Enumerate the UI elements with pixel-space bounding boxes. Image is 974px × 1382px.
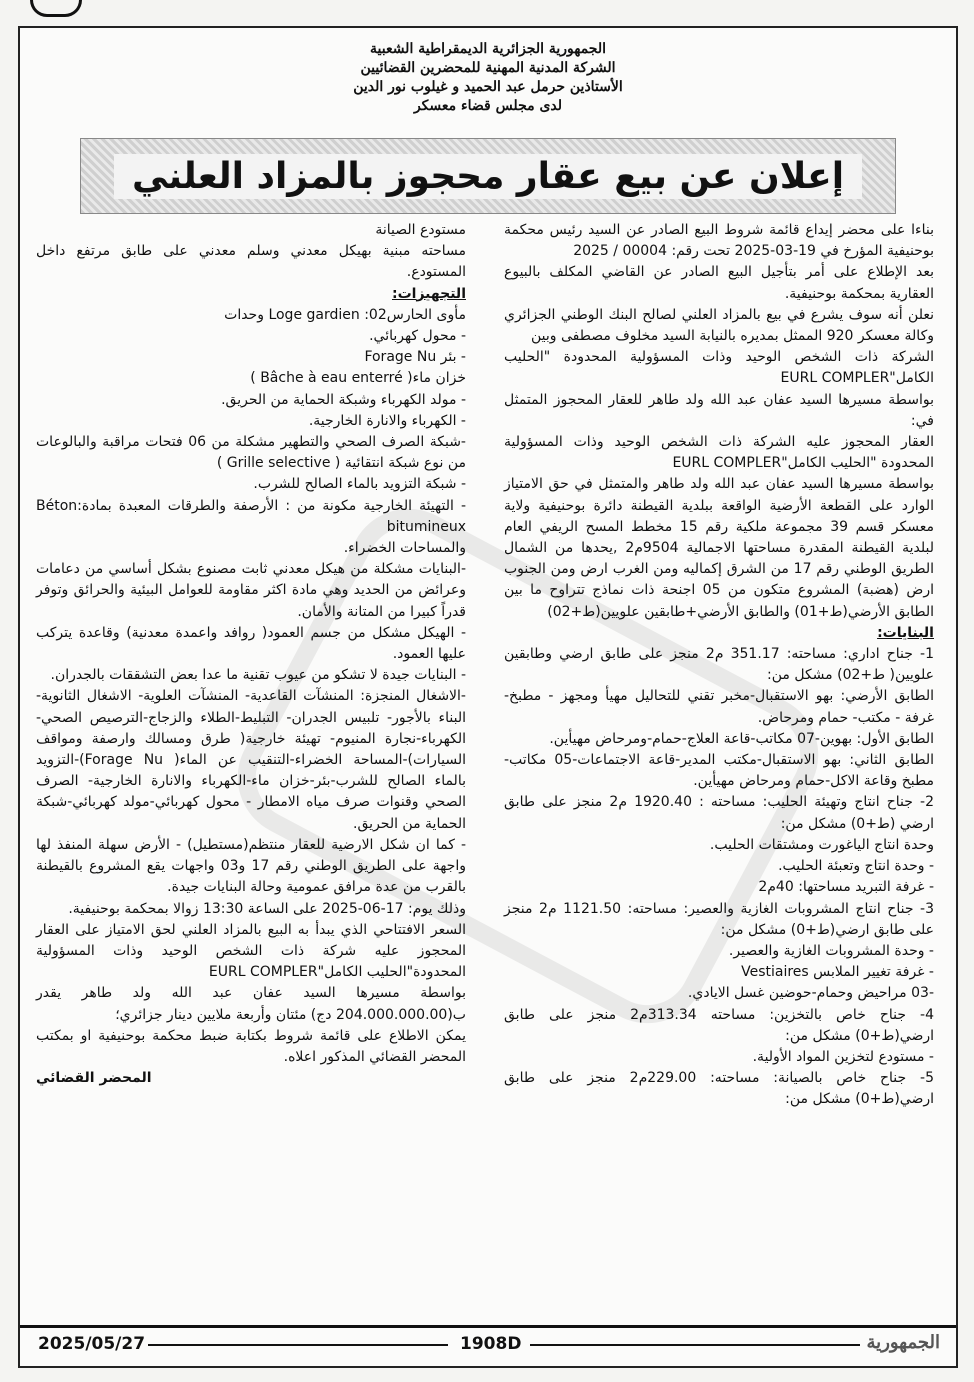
paragraph: 1- جناح اداري: مساحته: 351.17 م2 منجز على طابق ارضي وطابقين علويين( ط+02) مشكل من:	[504, 646, 934, 684]
paragraph: بواسطة مسيرها السيد عفان عبد الله ولد طاهر للعقار المحجوز المتمثل في:	[504, 391, 934, 429]
paragraph: السعر الافتتاحي الذي يبدأ به البيع بالمزاد العلني لحق الامتياز على العقار المحجوز عليه شركة ذات الشخص الوحيد وذات المسؤولية المحدودة"الحليب الكامل"EURL COMPLER	[36, 921, 466, 981]
paragraph: - غرفة التبريد مساحتها: 40م2	[758, 879, 934, 896]
notice-header	[20, 40, 956, 116]
paragraph: الشركة ذات الشخص الوحيد وذات المسؤولية المحدودة "الحليب الكامل"EURL COMPLER	[504, 349, 934, 387]
footer-rule	[148, 1344, 448, 1346]
paragraph: - البنايات جيدة لا تشكو من عيوب تقنية ما عدا بعض التشققات بالجدران.	[50, 667, 466, 684]
publication-date: 2025/05/27	[38, 1334, 146, 1354]
paragraph: - وحدة انتاج وتعبئة الحليب.	[778, 858, 934, 875]
newspaper-name: الجمهورية	[866, 1332, 940, 1353]
paragraph: - غرفة تغيير الملابس Vestiaires	[741, 964, 934, 981]
paragraph: بواسطة مسيرها السيد عفان عبد الله ولد طاهر يقدر ب(204.000.000.00 دج) مئتان وأربعة ملايين دينار جزائري؛	[36, 985, 466, 1023]
paragraph: مستودع الصيانة	[375, 222, 466, 238]
header-line-1: الجمهورية الجزائرية الديمقراطية الشعبية	[369, 41, 606, 57]
paragraph: الطابق الأول: بهوين-07 مكاتب-قاعة العلاج-حمام-ومرحاض مهيأين.	[549, 730, 934, 747]
paragraph: 5- جناح خاص بالصيانة: مساحته: 229.00م2 منجز على طابق ارضي(ط+0) مشكل من:	[504, 1070, 934, 1108]
section-heading: التجهيزات:	[392, 285, 466, 302]
paragraph: بواسطة مسيرها السيد عفان عبد الله ولد طاهر والمتمثل في حق الامتياز الوارد على القطعة الأرضية الواقعة ببلدية القيطنة دائرة بوحنيفية ولاية معسكر قسم 39 مجموعة ملكية رقم 15 مخطط المسح الريفي العام لبلدية القيطنة المقدرة مساحتها الاجمالية 9504م2 ,يحدها من الشمال الطريق الوطني رقم 17 من الشرق إكماليه ومن الغرب ارض ومن الجنوب ارض (هضبة) المشروع متكون من 05 اجنحة ذات نماذج تتراوح ما بين الطابق الأرضي(ط+01) والطابق الأرضي+طابقين علويين(ط+02)	[504, 476, 934, 620]
paragraph: 4- جناح خاص بالتخزين: مساحته 313.34م2 منجز على طابق ارضي(ط+0) مشكل من:	[504, 1006, 934, 1044]
paragraph: مأوى الحارس02: Loge gardien وحدات	[224, 306, 466, 323]
paragraph: - التهيئة الخارجية مكونة من : الأرصفة والطرقات المعبدة بمادة:Béton bitumineux	[36, 497, 466, 535]
paragraph: - وحدة المشروبات الغازية والعصير.	[728, 942, 934, 959]
paragraph: - مولد الكهرباء وشبكة الحماية من الحريق.	[221, 391, 466, 408]
paragraph: - الكهرباء والانارة الخارجية.	[308, 412, 466, 429]
paragraph: - محول كهربائي.	[369, 328, 466, 345]
paragraph: 3- جناح انتاج المشروبات الغازية والعصير: مساحته: 1121.50 م2 منجز على طابق ارضي(ط+0) مشكل من:	[504, 900, 935, 938]
paragraph: -03 مراحيض وحمام-حوضين غسل الايادي.	[687, 985, 934, 1002]
reference-code: 1908D	[460, 1334, 522, 1354]
notice-footer	[20, 1325, 956, 1366]
left-column	[36, 220, 466, 1089]
section-heading: البنايات:	[877, 624, 934, 641]
paragraph: العقار المحجوز عليه الشركة ذات الشخص الوحيد وذات المسؤولية المحدودة "الحليب الكامل"EURL COMPLER	[504, 434, 934, 472]
legal-notice	[18, 26, 958, 1368]
paragraph: - بئر Forage Nu	[364, 349, 466, 366]
paragraph: بعد الإطلاع على أمر بتأجيل البيع الصادر عن القاضي المكلف بالبيوع العقارية بمحكمة بوحنيفية.	[504, 264, 934, 302]
paragraph: -الاشغال المنجزة: المنشآت القاعدية- المنشآت العلوية- الاشغال الثانوية-البناء بالأجور- تلبيس الجدران- التبليط-الطلاء والزجاج-الترصيص الصحي-الكهرباء-نجارة المنيوم- تهيئة خارجية( طرق ومسالك وارصفة ومواقف السيارات)-المساحة الخضراء-التنقيب عن الماء( Forage Nu)-التزويد بالماء الصالح للشرب-بئر-خزان ماء-الكهرباء والانارة الخارجية- الصرف الصحي وقنوات صرف مياه الامطار - محول كهربائي-مولد كهربائي-شبكة الحماية من الحريق.	[36, 688, 466, 832]
signature: المحضر القضائي	[36, 1070, 152, 1087]
title-banner	[80, 138, 896, 214]
paragraph: - الهيكل مشكل من جسم العمود( روافد واعمدة معدنية) وقاعدة يتركب عليها العمود.	[36, 624, 466, 663]
paragraph: - شبكة التزويد بالماء الصالح للشرب.	[253, 476, 466, 493]
top-edge-mark	[30, 0, 82, 17]
header-line-3: الأستاذين حرمل عبد الحميد و غيلوب نور الدين	[353, 79, 623, 95]
paragraph: 2- جناح انتاج وتهيئة الحليب: مساحته : 1920.40 م2 منجز على طابق ارضي (ط+0) مشكل من:	[504, 794, 934, 832]
paragraph: وذلك يوم: 17-06-2025 على الساعة 13:30 زوالا بمحكمة بوحنيفية.	[68, 900, 466, 917]
paragraph: - مستودع لتخزين المواد الأولية.	[752, 1048, 934, 1065]
paragraph: خزان ماء( Bâche à eau enterré )	[250, 370, 466, 387]
paragraph: يمكن الاطلاع على قائمة شروط بكتابة ضبط محكمة بوحنيفية او بمكتب المحضر القضائي المذكور اعلاه.	[36, 1027, 466, 1065]
right-column	[504, 220, 934, 1111]
paragraph: بناءا على محضر إيداع قائمة شروط البيع الصادر عن السيد رئيس محكمة بوحنيفية المؤرخ في 19-03-2025 تحت رقم: 00004 / 2025	[504, 222, 934, 260]
paragraph: نعلن أنه سوف يشرع في بيع بالمزاد العلني لصالح البنك الوطني الجزائري وكالة معسكر 920 الممثل بمديره بالنيابة السيد مخلوف مصطفى وبين	[504, 306, 934, 345]
notice-title: إعلان عن بيع عقار محجوز بالمزاد العلني	[114, 154, 862, 199]
paragraph: والمساحات الخضراء.	[343, 540, 466, 557]
paragraph: وحدة انتاج الياغورت ومشتقات الحليب.	[709, 836, 934, 853]
header-line-4: لدى مجلس قضاء معسكر	[413, 98, 563, 114]
footer-rule	[530, 1344, 860, 1346]
header-line-2: الشركة المدنية المهنية للمحضرين القضائيين	[360, 60, 616, 76]
paragraph: -البنايات مشكلة من هيكل معدني ثابت مصنوع بشكل أساسي من دعامات وعرائض من الحديد وهي مادة اكثر مقاومة للعوامل البيئية والحرائق وتوفر قدراً كبيرا من المتانة والأمان.	[36, 561, 466, 620]
paragraph: مساحته مبنية بهيكل معدني وسلم معدني على طابق مرتفع داخل المستودع.	[36, 243, 466, 281]
paragraph: -شبكة الصرف الصحي والتطهير مشكلة من 06 فتحات مراقبة والبالوعات من نوع شبكة انتقائية ( Grille selective )	[36, 434, 466, 472]
paragraph: الطابق الثاني: بهو الاستقبال-مكتب المدير-قاعة الاجتماعات-05 مكاتب- مطبخ وقاعة الاكل-حمام ومرحاض مهيأين.	[504, 752, 934, 790]
paragraph: الطابق الأرضي: بهو الاستقبال-مخبر تقني للتحاليل مهيأ ومجهز - مطبخ- غرفة - مكتب- حمام ومرحاض.	[504, 688, 934, 726]
paragraph: - كما ان شكل الارضية للعقار منتظم(مستطيل) - الأرض سهلة المنفذ لها واجهة على الطريق الوطني رقم 17 و03 واجهات يقع المشروع بالقيطنة بالقرب من عدة مرافق عمومية وحالة البنايات جيدة.	[36, 836, 466, 896]
